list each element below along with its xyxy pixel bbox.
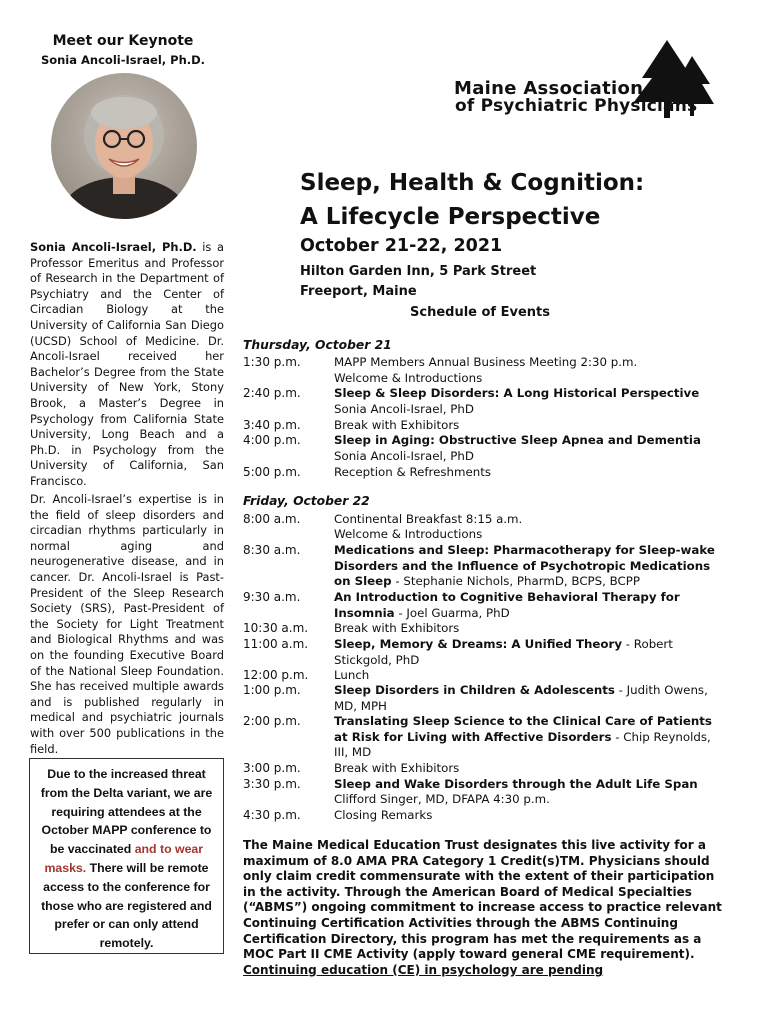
schedule-item: Welcome & Introductions: [334, 371, 483, 385]
schedule-time: 1:00 p.m.: [243, 683, 301, 697]
keynote-bio-paragraph-1: [30, 240, 224, 490]
event-title-line-2: A Lifecycle Perspective: [300, 204, 601, 230]
schedule-item: Sleep & Sleep Disorders: A Long Historical Perspective: [334, 386, 700, 400]
event-venue: [300, 262, 536, 302]
schedule-heading: Schedule of Events: [410, 305, 550, 320]
schedule-item: Break with Exhibitors: [334, 621, 460, 635]
bio-name: Sonia Ancoli-Israel, Ph.D.: [30, 240, 197, 254]
schedule-time: 3:40 p.m.: [243, 418, 301, 432]
notice-text-highlight: and to wear masks.: [44, 842, 204, 875]
keynote-name: Sonia Ancoli-Israel, Ph.D.: [40, 53, 206, 67]
bio-text: is a Professor Emeritus and Professor of Research in the Department of Psychiatry and the Center of Circadian Biology at the University of California San Diego (UCSD) School of Medicine. Dr. Ancoli-Israel received her Bachelor’s Degree from the State University of New York, Stony Brook, a Master’s Degree in Psychology from California State University, Long Beach and a Ph.D. in Psychology from the University of California, San Francisco.: [30, 240, 224, 488]
schedule-item: Clifford Singer, MD, DFAPA 4:30 p.m.: [334, 792, 550, 806]
schedule-item: Lunch: [334, 668, 370, 682]
org-name-line-1: Maine Association: [454, 78, 644, 99]
schedule-time: 4:00 p.m.: [243, 433, 301, 447]
schedule-item: Sleep Disorders in Children & Adolescents - Judith Owens, MD, MPH: [334, 683, 708, 713]
schedule-time: 2:40 p.m.: [243, 386, 301, 400]
notice-text-b: There will be remote access to the conference for those who are registered and prefer or can only attend remotely.: [41, 860, 212, 951]
event-date: October 21-22, 2021: [300, 236, 503, 256]
schedule-time: 3:30 p.m.: [243, 777, 301, 791]
schedule-time: 4:30 p.m.: [243, 808, 301, 822]
schedule-item: Continental Breakfast 8:15 a.m.: [334, 512, 523, 526]
schedule-time: 3:00 p.m.: [243, 761, 301, 775]
schedule-item: Reception & Refreshments: [334, 465, 491, 479]
schedule-time: 8:30 a.m.: [243, 543, 301, 557]
schedule-time: 11:00 a.m.: [243, 637, 309, 651]
portrait-image: [51, 73, 197, 219]
covid-notice-box: [29, 758, 224, 954]
schedule-item: Closing Remarks: [334, 808, 433, 822]
keynote-heading: Meet our Keynote: [52, 33, 194, 49]
schedule-item: Medications and Sleep: Pharmacotherapy for Sleep-wake Disorders and the Influence of Psychotropic Medications on Sleep - Stephanie Nichols, PharmD, BCPS, BCPP: [334, 543, 715, 589]
schedule-item: An Introduction to Cognitive Behavioral Therapy for Insomnia - Joel Guarma, PhD: [334, 590, 680, 620]
schedule-item: Break with Exhibitors: [334, 761, 460, 775]
day-label-friday: Friday, October 22: [243, 494, 370, 508]
schedule-item: Sleep, Memory & Dreams: A Unified Theory - Robert Stickgold, PhD: [334, 637, 673, 667]
schedule-time: 10:30 a.m.: [243, 621, 309, 635]
schedule-time: 2:00 p.m.: [243, 714, 301, 728]
keynote-bio-paragraph-2: Dr. Ancoli-Israel’s expertise is in the field of sleep disorders and circadian rhythms particularly in normal aging and neurogenerative disease, and in cancer. Dr. Ancoli-Israel is Past-President of the Sleep Research Society (SRS), Past-President of the Society for Light Treatment and Biological Rhythms and was on the founding Executive Board of the National Sleep Foundation. She has received multiple awards and is published regularly in medical and psychiatric journals with over 500 publications in the field.: [30, 492, 224, 756]
venue-line-2: Freeport, Maine: [300, 284, 417, 299]
schedule-item: MAPP Members Annual Business Meeting 2:30 p.m.: [334, 355, 638, 369]
schedule-time: 8:00 a.m.: [243, 512, 301, 526]
schedule-time: 1:30 p.m.: [243, 355, 301, 369]
schedule-item: Sonia Ancoli-Israel, PhD: [334, 449, 474, 463]
schedule-item: Translating Sleep Science to the Clinical Care of Patients at Risk for Living with Affective Disorders - Chip Reynolds, III, MD: [334, 714, 712, 760]
ce-pending-note: Continuing education (CE) in psychology are pending: [243, 962, 604, 977]
day-label-thursday: Thursday, October 21: [243, 338, 392, 352]
event-title: [300, 166, 644, 234]
schedule-item: Sonia Ancoli-Israel, PhD: [334, 402, 474, 416]
schedule-item: Sleep in Aging: Obstructive Sleep Apnea and Dementia: [334, 433, 701, 447]
cme-statement: [243, 838, 723, 978]
cme-text: The Maine Medical Education Trust designates this live activity for a maximum of 8.0 AMA PRA Category 1 Credit(s)TM. Physicians should only claim credit commensurate with the extent of their participation in the activity. Through the American Board of Medical Specialties (“ABMS”) ongoing commitment to increase access to practice relevant Continuing Certification Activities through the ABMS Continuing Certification Directory, this program has met the requirements as a MOC Part II CME Activity (apply toward general CME requirement).: [243, 838, 722, 962]
schedule-time: 5:00 p.m.: [243, 465, 301, 479]
schedule-item: Break with Exhibitors: [334, 418, 460, 432]
event-title-line-1: Sleep, Health & Cognition:: [300, 170, 645, 196]
venue-line-1: Hilton Garden Inn, 5 Park Street: [300, 264, 537, 279]
schedule-time: 9:30 a.m.: [243, 590, 301, 604]
keynote-portrait: [51, 73, 197, 219]
schedule-item: Sleep and Wake Disorders through the Adult Life Span: [334, 777, 698, 791]
notice-text-a: Due to the increased threat from the Delta variant, we are requiring attendees at the October MAPP conference to be vaccinated: [40, 767, 213, 857]
org-name-line-2: of Psychiatric Physicians: [455, 96, 698, 116]
schedule-item: Welcome & Introductions: [334, 527, 483, 541]
schedule-time: 12:00 p.m.: [243, 668, 309, 682]
